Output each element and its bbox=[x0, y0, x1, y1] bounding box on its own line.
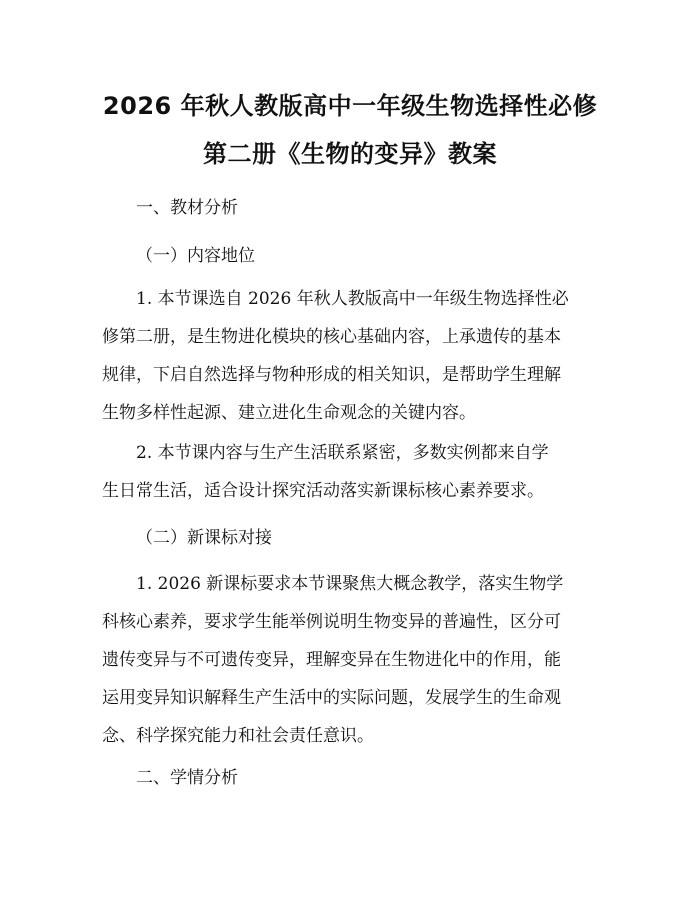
paragraph-line: 生物多样性起源、建立进化生命观念的关键内容。 bbox=[102, 403, 476, 423]
paragraph-line: 1. 本节课选自 2026 年秋人教版高中一年级生物选择性必 bbox=[136, 289, 569, 309]
paragraph-line: 生日常生活，适合设计探究活动落实新课标核心素养要求。 bbox=[102, 481, 544, 501]
subsection-heading-new-curriculum: （二）新课标对接 bbox=[136, 528, 272, 548]
paragraph-line: 1. 2026 新课标要求本节课聚焦大概念教学，落实生物学 bbox=[136, 574, 564, 594]
section-heading-learner-analysis: 二、学情分析 bbox=[136, 768, 238, 788]
document-title-line-1: 2026 年秋人教版高中一年级生物选择性必修 bbox=[102, 92, 598, 120]
paragraph-line: 科核心素养，要求学生能举例说明生物变异的普遍性，区分可 bbox=[102, 612, 561, 632]
section-heading-teaching-material-analysis: 一、教材分析 bbox=[136, 198, 238, 218]
paragraph-line: 运用变异知识解释生产生活中的实际问题，发展学生的生命观 bbox=[102, 688, 561, 708]
paragraph-line: 规律，下启自然选择与物种形成的相关知识，是帮助学生理解 bbox=[102, 365, 561, 385]
subsection-heading-content-position: （一）内容地位 bbox=[136, 246, 255, 266]
paragraph-line: 遗传变异与不可遗传变异，理解变异在生物进化中的作用，能 bbox=[102, 650, 561, 670]
document-title-line-2: 第二册《生物的变异》教案 bbox=[203, 140, 497, 168]
paragraph-line: 2. 本节课内容与生产生活联系紧密，多数实例都来自学 bbox=[136, 443, 549, 463]
paragraph-line: 修第二册，是生物进化模块的核心基础内容，上承遗传的基本 bbox=[102, 327, 561, 347]
paragraph-line: 念、科学探究能力和社会责任意识。 bbox=[102, 726, 374, 746]
paragraph-content-position-2 bbox=[102, 434, 600, 510]
paragraph-content-position-1 bbox=[102, 280, 600, 432]
paragraph-new-curriculum-1 bbox=[102, 565, 600, 755]
